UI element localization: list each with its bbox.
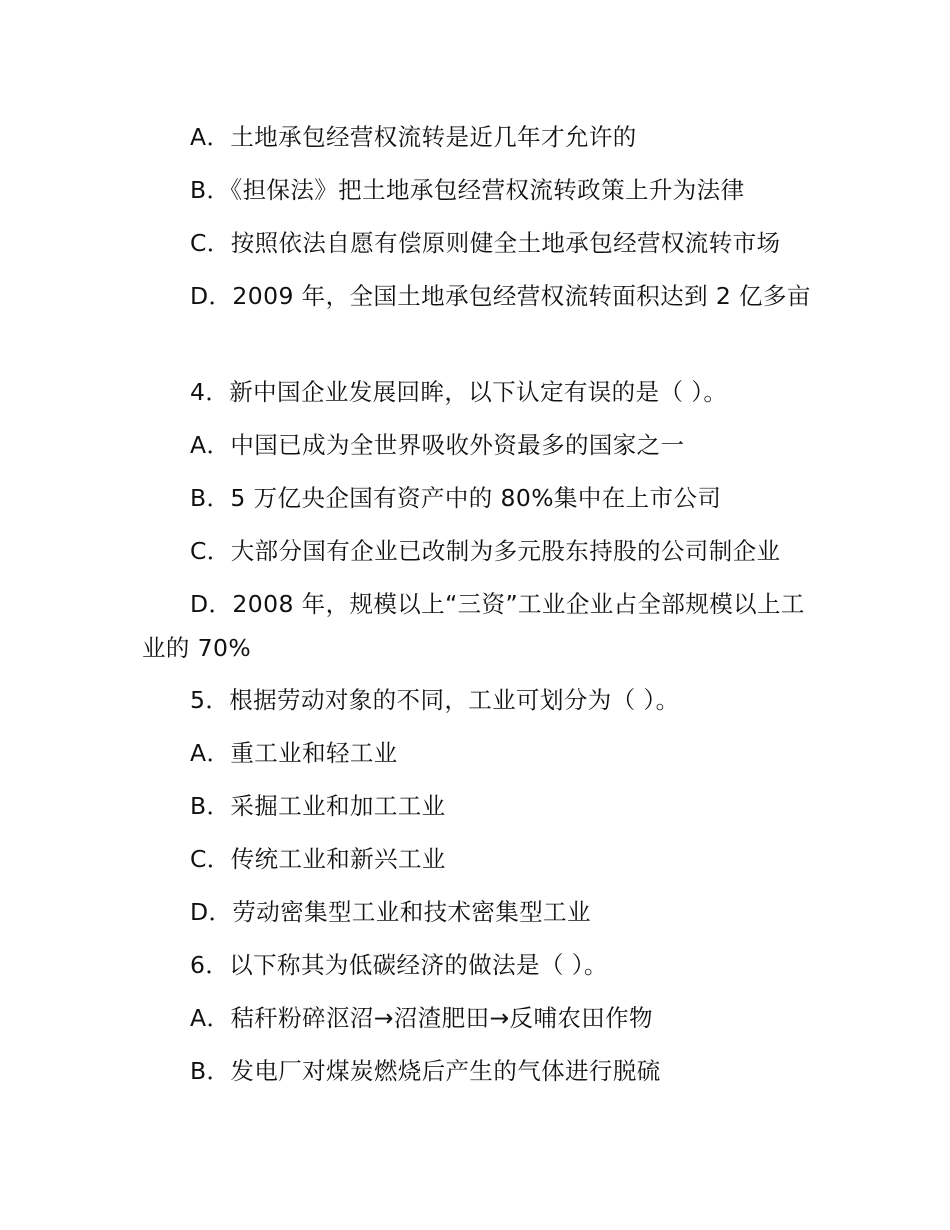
option-6b: B．发电厂对煤炭燃烧后产生的气体进行脱硫 (190, 1057, 661, 1085)
option-3a: A．土地承包经营权流转是近几年才允许的 (190, 123, 637, 151)
option-3c: C．按照依法自愿有偿原则健全土地承包经营权流转市场 (190, 229, 781, 257)
option-5a: A．重工业和轻工业 (190, 739, 398, 767)
question-6: 6．以下称其为低碳经济的做法是（ ）。 (190, 951, 608, 979)
option-4c: C．大部分国有企业已改制为多元股东持股的公司制企业 (190, 537, 781, 565)
option-3b: B．《担保法》把土地承包经营权流转政策上升为法律 (190, 176, 745, 204)
option-5c: C．传统工业和新兴工业 (190, 845, 446, 873)
question-5: 5．根据劳动对象的不同，工业可划分为（ ）。 (190, 686, 680, 714)
option-4d: D．2008 年，规模以上“三资”工业企业占全部规模以上工业的 70% (142, 590, 805, 662)
option-6a: A．秸秆粉碎沤沼→沼渣肥田→反哺农田作物 (190, 1004, 653, 1032)
option-4b: B．5 万亿央企国有资产中的 80%集中在上市公司 (190, 484, 722, 512)
question-4: 4．新中国企业发展回眸，以下认定有误的是（ ）。 (190, 378, 728, 406)
option-5d: D．劳动密集型工业和技术密集型工业 (190, 898, 591, 926)
option-3d: D．2009 年，全国土地承包经营权流转面积达到 2 亿多亩 (190, 282, 811, 310)
option-4a: A．中国已成为全世界吸收外资最多的国家之一 (190, 431, 685, 459)
option-5b: B．采掘工业和加工工业 (190, 792, 446, 820)
